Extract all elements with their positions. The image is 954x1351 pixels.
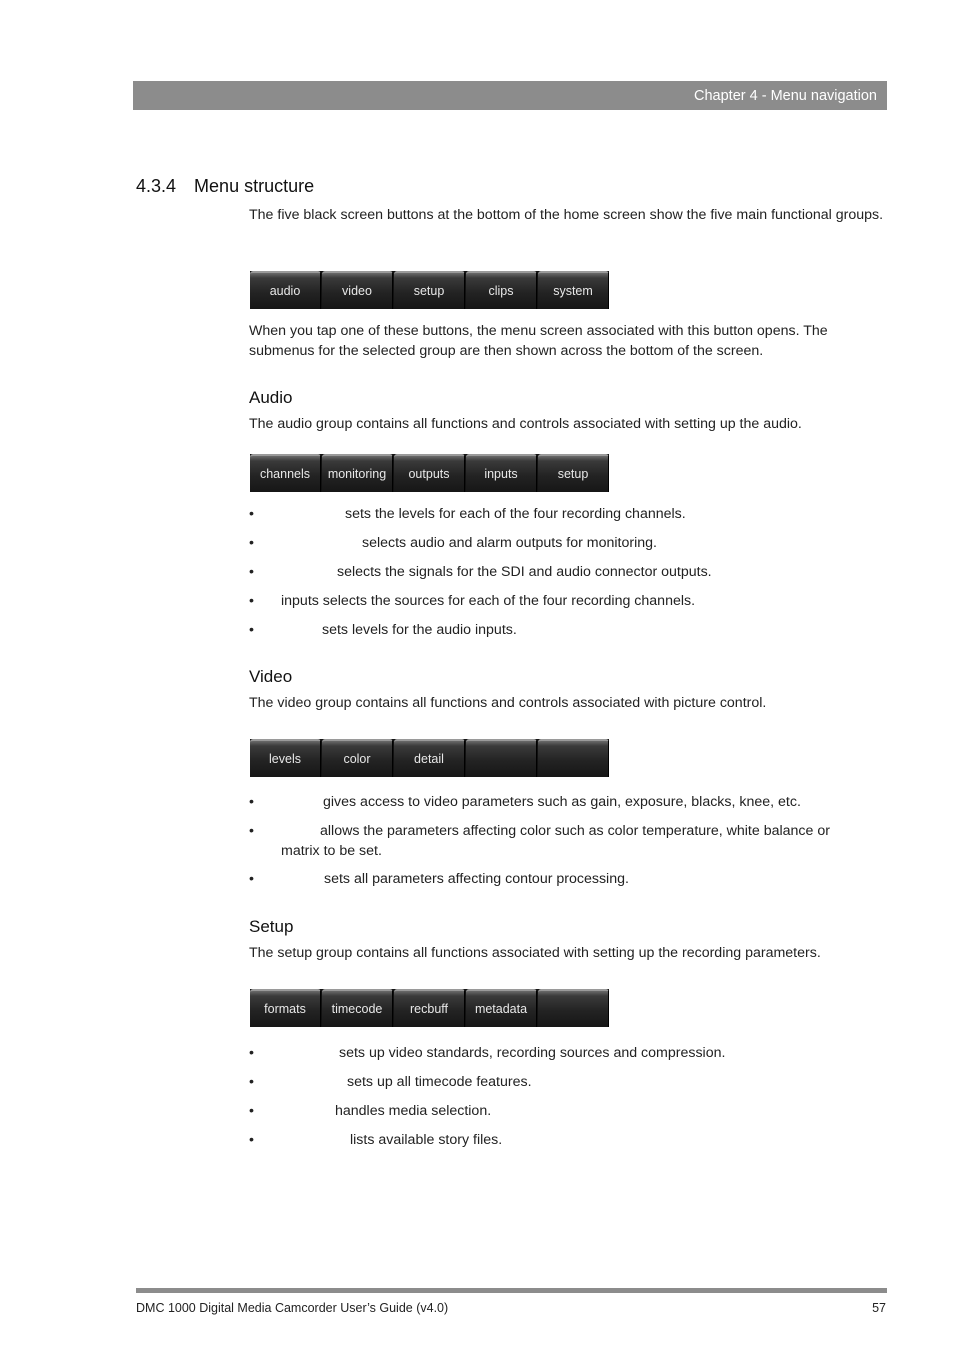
recbuff-button[interactable]: recbuff <box>394 989 465 1027</box>
audio-bullet-list <box>249 504 889 649</box>
list-item: • inputs selects the sources for each of the four recording channels. <box>249 593 696 609</box>
list-item: • gives access to video parameters such as gain, exposure, blacks, knee, etc. <box>249 794 801 810</box>
list-item: • allows the parameters affecting color such as color temperature, white balance or <box>249 823 830 839</box>
monitoring-button[interactable]: monitoring <box>322 454 393 492</box>
setup-button[interactable]: setup <box>394 271 465 309</box>
empty-button[interactable] <box>538 739 609 777</box>
audio-button-bar <box>250 454 609 492</box>
audio-setup-button[interactable]: setup <box>538 454 609 492</box>
home-button-bar <box>250 271 609 309</box>
audio-heading: Audio <box>249 388 293 407</box>
chapter-title: Chapter 4 - Menu navigation <box>694 87 877 104</box>
video-heading: Video <box>249 667 293 686</box>
list-item: • selects audio and alarm outputs for monitoring. <box>249 535 657 551</box>
list-item: • lists available story files. <box>249 1132 503 1148</box>
list-item: • selects the signals for the SDI and audio connector outputs. <box>249 564 712 580</box>
clips-button[interactable]: clips <box>466 271 537 309</box>
channels-button[interactable]: channels <box>250 454 321 492</box>
formats-button[interactable]: formats <box>250 989 321 1027</box>
list-item: • sets the levels for each of the four recording channels. <box>249 506 686 522</box>
audio-button[interactable]: audio <box>250 271 321 309</box>
video-bullet-list <box>249 792 889 898</box>
setup-heading: Setup <box>249 917 294 936</box>
outputs-button[interactable]: outputs <box>394 454 465 492</box>
list-item: • sets levels for the audio inputs. <box>249 622 517 638</box>
levels-button[interactable]: levels <box>250 739 321 777</box>
video-button-bar <box>250 739 609 777</box>
intro-after-paragraph: When you tap one of these buttons, the menu screen associated with this button opens. The submenus for the selected group are then shown across the bottom of the screen. <box>249 323 828 359</box>
detail-button[interactable]: detail <box>394 739 465 777</box>
audio-paragraph: The audio group contains all functions and controls associated with setting up the audio. <box>249 416 802 432</box>
list-item: • sets up all timecode features. <box>249 1074 532 1090</box>
section-number: 4.3.4 <box>136 176 177 196</box>
list-item: • sets up video standards, recording sources and compression. <box>249 1045 726 1061</box>
inputs-button[interactable]: inputs <box>466 454 537 492</box>
footer-title: DMC 1000 Digital Media Camcorder User’s Guide (v4.0) <box>136 1301 449 1315</box>
video-button[interactable]: video <box>322 271 393 309</box>
setup-button-bar <box>250 989 609 1027</box>
timecode-button[interactable]: timecode <box>322 989 393 1027</box>
setup-paragraph: The setup group contains all functions associated with setting up the recording parameters. <box>249 945 821 961</box>
section-heading <box>136 176 314 197</box>
color-button[interactable]: color <box>322 739 393 777</box>
list-item-continuation: matrix to be set. <box>281 843 382 859</box>
empty-button[interactable] <box>538 989 609 1027</box>
system-button[interactable]: system <box>538 271 609 309</box>
footer-rule <box>136 1288 887 1293</box>
list-item: • handles media selection. <box>249 1103 492 1119</box>
video-paragraph: The video group contains all functions and controls associated with picture control. <box>249 695 767 711</box>
intro-paragraph: The five black screen buttons at the bottom of the home screen show the five main functional groups. <box>249 207 884 223</box>
setup-bullet-list <box>249 1043 889 1159</box>
empty-button[interactable] <box>466 739 537 777</box>
metadata-button[interactable]: metadata <box>466 989 537 1027</box>
list-item: • sets all parameters affecting contour processing. <box>249 871 629 887</box>
page-number: 57 <box>872 1301 886 1315</box>
section-title: Menu structure <box>194 176 315 196</box>
chapter-header-bar <box>133 81 887 110</box>
